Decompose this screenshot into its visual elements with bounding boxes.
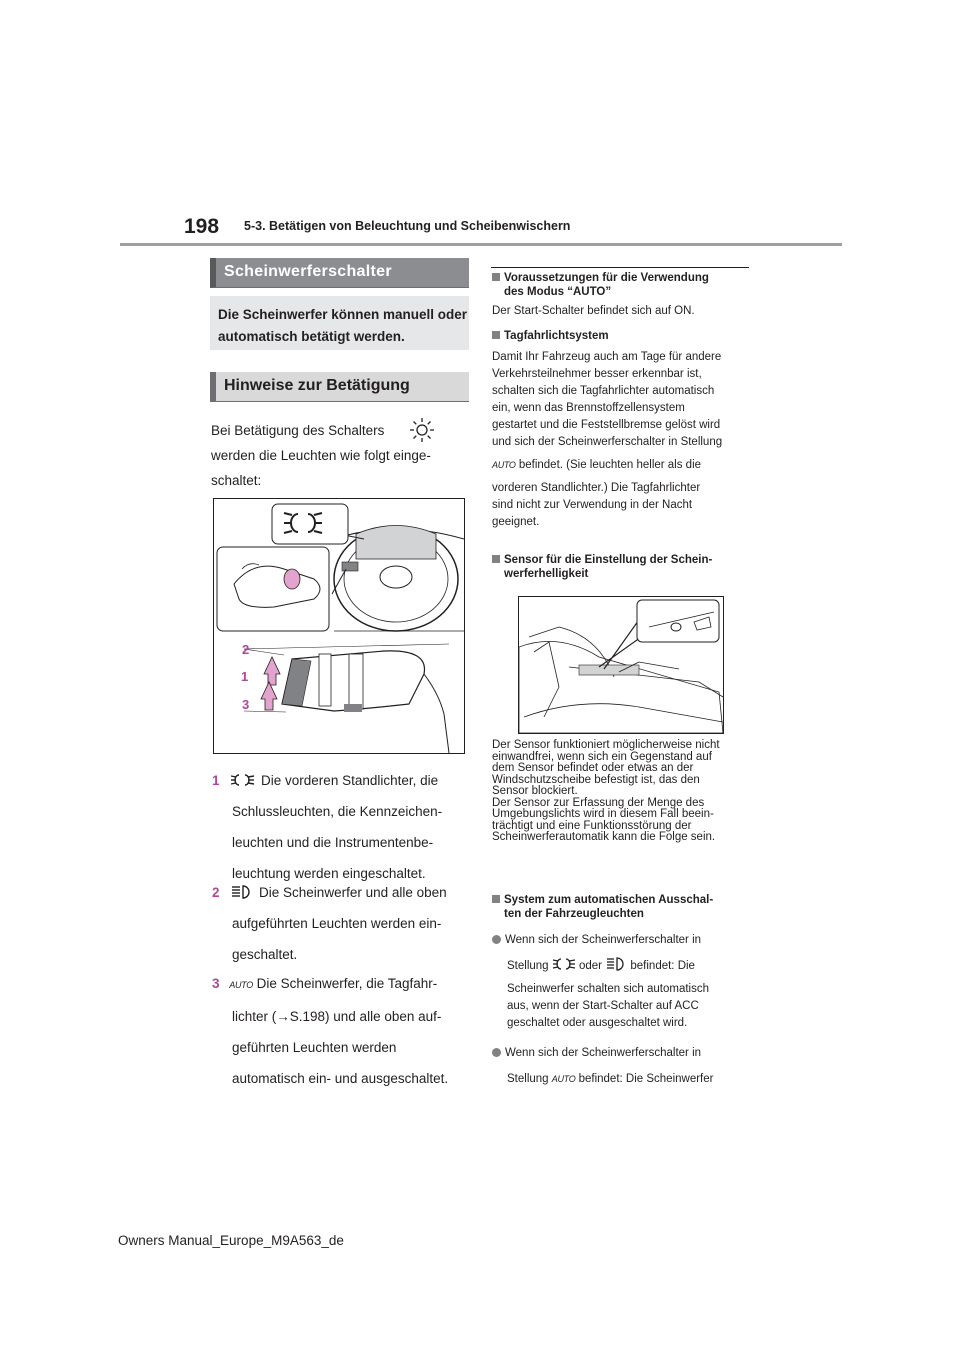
- bullet-item-2: Wenn sich der Scheinwerferschalter in Stellung AUTO befindet: Die Scheinwerfer: [492, 1045, 754, 1088]
- subsection-heading: Hinweise zur Betätigung: [224, 377, 410, 394]
- item-text: geführten Leuchten werden: [232, 1040, 397, 1055]
- intro-text: Die Scheinwerfer können manuell oder automatisch betätigt werden.: [218, 307, 468, 344]
- sensor-text: Der Sensor funktioniert möglicherweise nicht einwandfrei, wenn sich ein Gegenstand auf dem Sensor befindet oder etwas an der Windschutzscheibe befestigt ist, das den Sensor blockiert. Der Sensor zur Erfassung der Menge des Umgebungslichts wird in diesem Fall beein- trächtigt und eine Funktionsstörung der Scheinwerferautomatik kann die Folge sein.: [492, 739, 720, 843]
- section-title: 5-3. Betätigen von Beleuchtung und Scheibenwischern: [244, 219, 571, 233]
- item-text: aufgeführten Leuchten werden ein-: [232, 916, 442, 931]
- item-number: 1: [212, 773, 220, 788]
- item-text: leuchtung werden eingeschaltet.: [232, 866, 426, 881]
- headlight-switch-icon: [407, 416, 437, 444]
- heading-auto-off: System zum automatischen Ausschal- ten der Fahrzeugleuchten: [492, 893, 754, 921]
- item-text: Schlussleuchten, die Kennzeichen-: [232, 804, 443, 819]
- auto-icon: AUTO: [229, 980, 253, 990]
- list-item: [212, 768, 474, 886]
- item-text: geschaltet.: [232, 947, 298, 962]
- bullet-item-1: Wenn sich der Scheinwerferschalter in Stellung oder befindet: Die Scheinwerfer schalten sich automatisch aus, wenn der Start-Schalter auf ACC geschaltet oder ausgeschaltet wird.: [492, 932, 754, 1032]
- auto-icon: AUTO: [492, 460, 516, 470]
- item-number: 3: [212, 976, 220, 991]
- subsection-heading-bar: [210, 372, 469, 402]
- square-bullet-icon: [492, 273, 500, 281]
- callout-2: 2: [242, 642, 250, 657]
- item-text: Die Scheinwerfer und alle oben: [255, 885, 447, 900]
- headlight-icon: [229, 884, 255, 900]
- para-line-1: Bei Betätigung des Schalters: [211, 423, 385, 438]
- list-item: [212, 971, 474, 1091]
- heading-sensor: Sensor für die Einstellung der Schein- werferhelligkeit: [492, 553, 754, 581]
- callout-1: 1: [241, 669, 249, 684]
- square-bullet-icon: [492, 555, 500, 563]
- round-bullet-icon: [492, 1048, 501, 1057]
- sensor-illustration: [518, 596, 724, 734]
- drl-text: Damit Ihr Fahrzeug auch am Tage für andere Verkehrsteilnehmer besser erkennbar ist, schalten sich die Tagfahrlichter automatisch ein, wenn das Brennstoffzellensystem gestartet und die Feststellbremse gelöst wird und sich der Scheinwerferschalter in Stellung AUTO befindet. (Sie leuchten heller als die vorderen Standlichter.) Die Tagfahrlichter sind nicht zur Verwendung in der Nacht geeignet.: [492, 351, 723, 528]
- callout-3: 3: [242, 697, 250, 712]
- heading-auto-mode: Voraussetzungen für die Verwendung des Modus “AUTO”: [492, 271, 754, 299]
- intro-box: [210, 296, 469, 350]
- headlight-icon: [605, 957, 627, 971]
- page-number: 198: [184, 215, 220, 238]
- item-text: automatisch ein- und ausgeschaltet.: [232, 1071, 449, 1086]
- item-text: leuchten und die Instrumentenbe-: [232, 835, 434, 850]
- item-number: 2: [212, 885, 220, 900]
- square-bullet-icon: [492, 895, 500, 903]
- para-line-3: schaltet:: [211, 473, 262, 488]
- light-switch-illustration: [213, 498, 465, 754]
- parking-light-icon: [229, 773, 257, 787]
- header-divider: [120, 243, 842, 246]
- item-text: Die vorderen Standlichter, die: [257, 773, 439, 788]
- section-heading-bar: [210, 258, 469, 288]
- auto-icon: AUTO: [551, 1074, 576, 1084]
- round-bullet-icon: [492, 935, 501, 944]
- item-text: Die Scheinwerfer, die Tagfahr-: [252, 976, 438, 991]
- item-text: lichter (→S.198) und alle oben auf-: [232, 1009, 442, 1024]
- footer-text: Owners Manual_Europe_M9A563_de: [118, 1233, 344, 1248]
- square-bullet-icon: [492, 331, 500, 339]
- section-heading: Scheinwerferschalter: [224, 263, 392, 280]
- list-item: [212, 880, 474, 967]
- para-line-2: werden die Leuchten wie folgt einge-: [211, 448, 431, 463]
- parking-light-icon: [552, 958, 576, 970]
- auto-mode-text: Der Start-Schalter befindet sich auf ON.: [492, 305, 695, 317]
- column-divider: [491, 267, 749, 268]
- heading-drl: Tagfahrlichtsystem: [492, 329, 609, 343]
